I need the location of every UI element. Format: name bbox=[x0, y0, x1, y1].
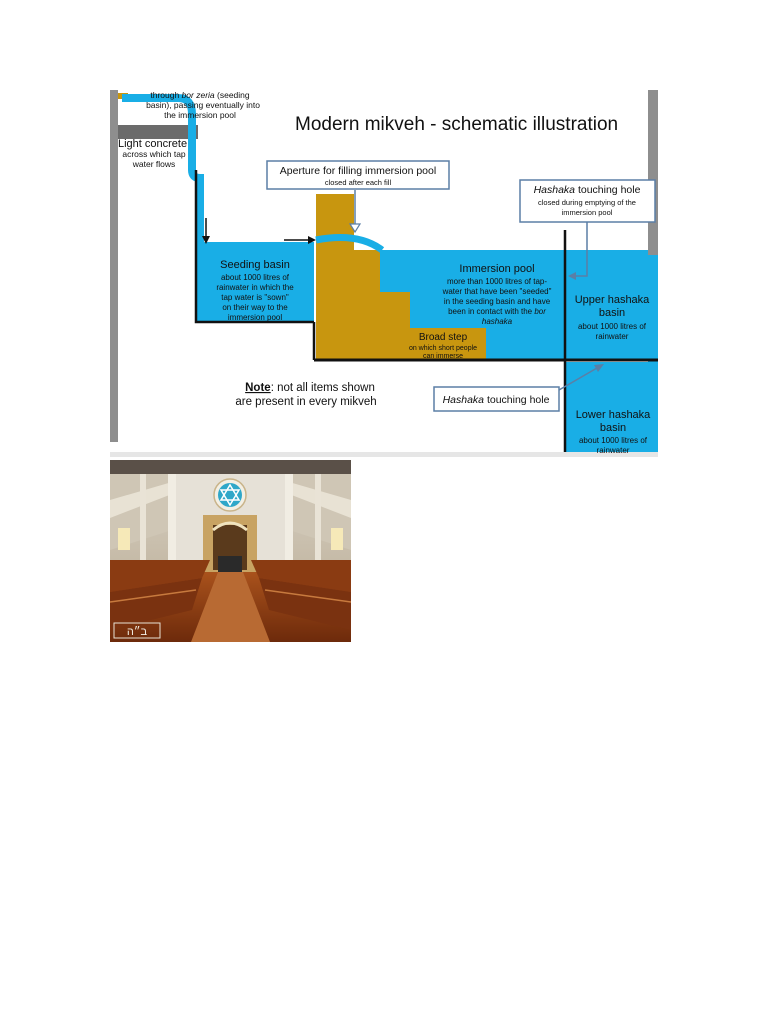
top-label-line1: through bor zeria (seeding bbox=[150, 90, 250, 100]
upper-basin-line3: about 1000 litres of bbox=[577, 322, 647, 331]
immersion-pool-edge-water bbox=[648, 255, 658, 452]
right-frame-bar bbox=[648, 90, 658, 255]
immersion-pool-line4: been in contact with the bor bbox=[448, 307, 546, 316]
star-of-david-window bbox=[218, 483, 242, 507]
seeding-basin-line1: about 1000 litres of bbox=[220, 273, 290, 282]
seeding-basin-line5: immersion pool bbox=[227, 313, 283, 322]
left-column bbox=[168, 474, 176, 574]
ceiling bbox=[110, 460, 351, 474]
immersion-pool-title: Immersion pool bbox=[459, 263, 535, 275]
aperture-callout-title: Aperture for filling immersion pool bbox=[279, 165, 437, 177]
top-label-line3: the immersion pool bbox=[164, 110, 236, 120]
hashaka-top-callout-line2: closed during emptying of the bbox=[538, 198, 636, 207]
broad-step-line1: on which short people bbox=[408, 345, 478, 352]
concrete-label-title: Light concrete bbox=[118, 138, 188, 150]
lower-basin-line4: rainwater bbox=[596, 446, 630, 455]
immersion-pool-line3: in the seeding basin and have bbox=[443, 297, 551, 306]
aperture-callout-subtitle: closed after each fill bbox=[324, 178, 392, 187]
right-column bbox=[285, 474, 293, 574]
note-line2: are present in every mikveh bbox=[235, 396, 377, 408]
seeding-basin-line2: rainwater in which the bbox=[216, 283, 294, 292]
lower-basin-line3: about 1000 litres of bbox=[578, 436, 648, 445]
bottom-frame-bar bbox=[110, 452, 658, 457]
right-side-window bbox=[331, 528, 343, 550]
mikveh-schematic-diagram bbox=[110, 90, 658, 457]
lower-basin-line2: basin bbox=[599, 422, 627, 434]
diagram-title: Modern mikveh - schematic illustration bbox=[295, 114, 619, 135]
note-line1: Note: not all items shown bbox=[245, 382, 375, 394]
light-concrete-slab bbox=[118, 125, 198, 139]
seeding-basin-line4: on their way to the bbox=[222, 303, 288, 312]
seeding-basin-line3: tap water is "sown" bbox=[221, 293, 289, 302]
concrete-label-line2: across which tap bbox=[122, 149, 186, 159]
upper-basin-line1: Upper hashaka bbox=[574, 294, 650, 306]
synagogue-interior-photo bbox=[110, 460, 351, 642]
immersion-pool-line2: water that have been "seeded" bbox=[442, 287, 552, 296]
concrete-label-line3: water flows bbox=[132, 159, 176, 169]
upper-basin-line4: rainwater bbox=[595, 332, 629, 341]
left-frame-bar bbox=[110, 90, 118, 442]
hashaka-bottom-callout-text: Hashaka touching hole bbox=[442, 394, 550, 406]
lower-basin-line1: Lower hashaka bbox=[575, 409, 651, 421]
seeding-basin-title: Seeding basin bbox=[220, 259, 290, 271]
hashaka-top-callout-line3: immersion pool bbox=[561, 208, 613, 217]
hashaka-top-callout-title: Hashaka touching hole bbox=[533, 184, 641, 196]
immersion-pool-line5: hashaka bbox=[481, 317, 513, 326]
top-label-line2: basin), passing eventually into bbox=[146, 100, 260, 110]
immersion-pool-line1: more than 1000 litres of tap- bbox=[446, 277, 548, 286]
upper-basin-line2: basin bbox=[598, 307, 626, 319]
photo-logo-text: ב״ה bbox=[126, 626, 148, 638]
broad-step-line2: can immerse bbox=[422, 353, 464, 360]
left-side-window bbox=[118, 528, 130, 550]
broad-step-title: Broad step bbox=[418, 332, 468, 343]
